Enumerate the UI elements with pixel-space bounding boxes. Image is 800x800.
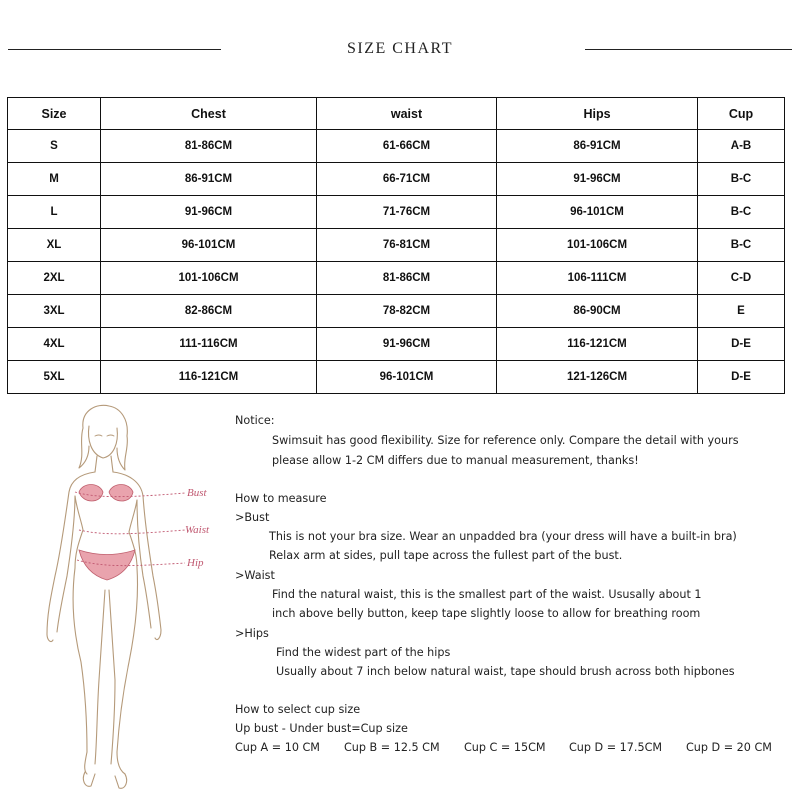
measurement-cell: 101-106CM	[497, 229, 698, 262]
measurement-cell: 71-76CM	[317, 196, 497, 229]
bust-label: Bust	[187, 487, 207, 499]
hips-text: Usually about 7 inch below natural waist, tape should brush across both hipbones	[276, 665, 735, 678]
measurement-cell: B-C	[698, 163, 785, 196]
measurement-cell: 111-116CM	[101, 328, 317, 361]
size-cell: XL	[8, 229, 101, 262]
notice-text: please allow 1-2 CM differs due to manual measurement, thanks!	[272, 454, 639, 467]
notice-text: Swimsuit has good flexibility. Size for reference only. Compare the detail with yours	[272, 434, 739, 447]
waist-heading: >Waist	[235, 569, 275, 582]
hips-text: Find the widest part of the hips	[276, 646, 451, 659]
size-chart-table	[7, 97, 785, 394]
cup-item: Cup D = 17.5CM	[569, 741, 663, 754]
size-cell: 2XL	[8, 262, 101, 295]
size-cell: M	[8, 163, 101, 196]
measurement-cell: 116-121CM	[101, 361, 317, 394]
right-leg	[117, 568, 138, 774]
column-header: Hips	[497, 98, 698, 130]
header-line-right	[585, 49, 792, 50]
bust-heading: >Bust	[235, 511, 270, 524]
measurement-cell: D-E	[698, 361, 785, 394]
waist-label: Waist	[185, 524, 210, 536]
notice-title: Notice:	[235, 414, 275, 427]
face-outline	[89, 426, 118, 458]
size-cell: S	[8, 130, 101, 163]
table-row	[8, 130, 785, 163]
measurement-cell: 82-86CM	[101, 295, 317, 328]
waist-measure-line	[79, 530, 185, 534]
waist-text: Find the natural waist, this is the smallest part of the waist. Ususally about 1	[272, 588, 702, 601]
measurement-cell: 86-90CM	[497, 295, 698, 328]
hips-heading: >Hips	[235, 627, 269, 640]
column-header: waist	[317, 98, 497, 130]
measurement-cell: 81-86CM	[317, 262, 497, 295]
measurement-cell: E	[698, 295, 785, 328]
column-header: Cup	[698, 98, 785, 130]
size-cell: L	[8, 196, 101, 229]
measurement-cell: 121-126CM	[497, 361, 698, 394]
table-row	[8, 262, 785, 295]
size-cell: 5XL	[8, 361, 101, 394]
hip-label: Hip	[187, 557, 204, 569]
cup-item: Cup D = 20 CM	[686, 741, 772, 754]
table-header-row	[8, 98, 785, 130]
measurement-cell: 116-121CM	[497, 328, 698, 361]
measurement-cell: 91-96CM	[317, 328, 497, 361]
measurement-cell: 86-91CM	[497, 130, 698, 163]
measurement-cell: 66-71CM	[317, 163, 497, 196]
cup-formula: Up bust - Under bust=Cup size	[235, 722, 408, 735]
measurement-cell: 78-82CM	[317, 295, 497, 328]
measurement-cell: 61-66CM	[317, 130, 497, 163]
bikini-top	[79, 485, 133, 502]
measurement-cell: 86-91CM	[101, 163, 317, 196]
cup-item: Cup C = 15CM	[464, 741, 546, 754]
bust-text: Relax arm at sides, pull tape across the fullest part of the bust.	[269, 549, 623, 562]
table-row	[8, 361, 785, 394]
measurement-cell: 106-111CM	[497, 262, 698, 295]
body-measurement-illustration	[25, 400, 225, 800]
cup-item: Cup A = 10 CM	[235, 741, 320, 754]
waist-text: inch above belly button, keep tape slightly loose to allow for breathing room	[272, 607, 701, 620]
left-leg	[73, 568, 87, 774]
hair-outline	[79, 405, 127, 470]
measurement-cell: B-C	[698, 196, 785, 229]
measurement-cell: A-B	[698, 130, 785, 163]
table-row	[8, 328, 785, 361]
measurement-cell: C-D	[698, 262, 785, 295]
measurement-cell: 81-86CM	[101, 130, 317, 163]
column-header: Size	[8, 98, 101, 130]
measurement-cell: 96-101CM	[101, 229, 317, 262]
cup-item: Cup B = 12.5 CM	[344, 741, 440, 754]
measurement-cell: D-E	[698, 328, 785, 361]
measurement-cell: 96-101CM	[497, 196, 698, 229]
size-cell: 3XL	[8, 295, 101, 328]
column-header: Chest	[101, 98, 317, 130]
measurement-cell: 76-81CM	[317, 229, 497, 262]
measure-title: How to measure	[235, 492, 327, 505]
measurement-cell: 101-106CM	[101, 262, 317, 295]
measurement-cell: 91-96CM	[497, 163, 698, 196]
table-row	[8, 295, 785, 328]
measurement-cell: B-C	[698, 229, 785, 262]
measurement-cell: 96-101CM	[317, 361, 497, 394]
table-row	[8, 229, 785, 262]
bikini-bottom	[79, 550, 135, 580]
cup-title: How to select cup size	[235, 703, 361, 716]
size-cell: 4XL	[8, 328, 101, 361]
measurement-cell: 91-96CM	[101, 196, 317, 229]
bust-text: This is not your bra size. Wear an unpadded bra (your dress will have a built-in bra)	[269, 530, 737, 543]
table-row	[8, 163, 785, 196]
table-row	[8, 196, 785, 229]
page-title: SIZE CHART	[346, 40, 454, 57]
